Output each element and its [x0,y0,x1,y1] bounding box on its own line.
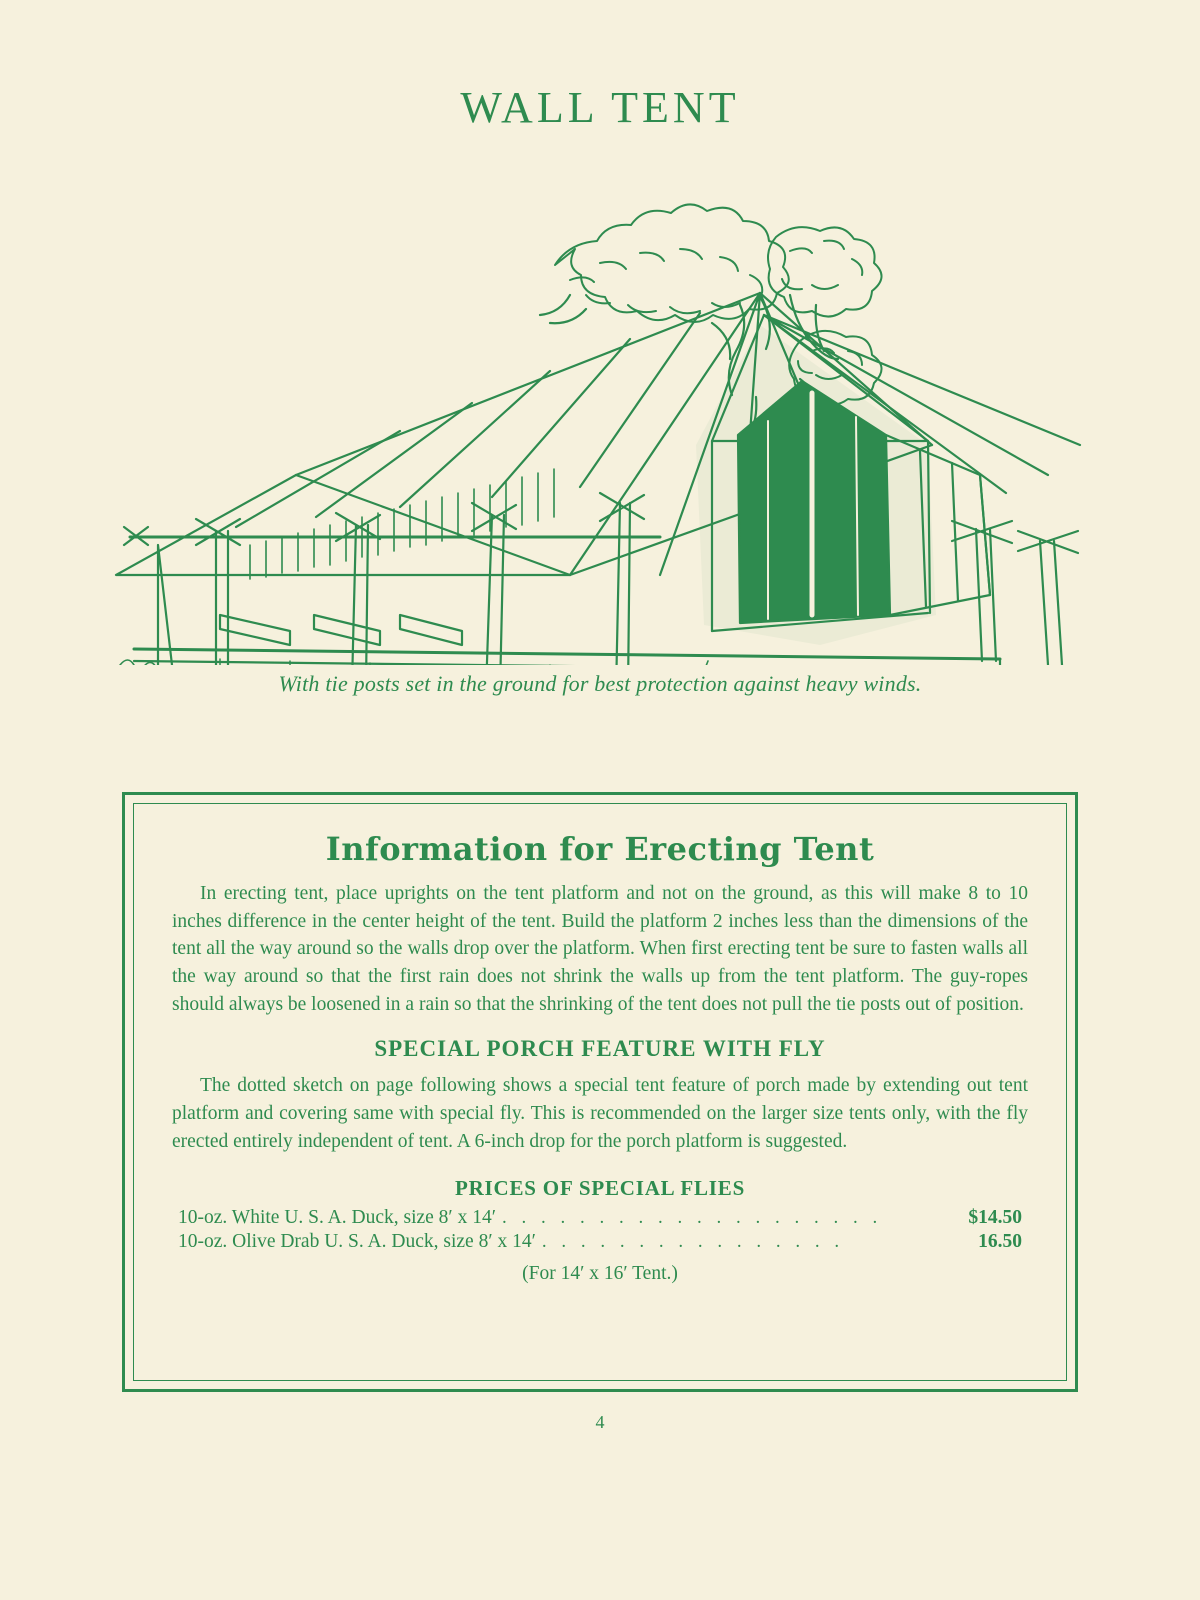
price-label: 10-oz. White U. S. A. Duck, size 8′ x 14′ [178,1206,496,1228]
price-value: 16.50 [978,1230,1022,1252]
wall-tent-illustration [100,145,1100,665]
price-row [172,1231,1028,1253]
price-note: (For 14′ x 16′ Tent.) [522,1262,678,1284]
price-value: $14.50 [968,1206,1022,1228]
price-leader-dots: . . . . . . . . . . . . . . . . . . . . [501,1206,883,1228]
information-box [122,792,1078,1392]
porch-feature-paragraph: The dotted sketch on page following shows a special tent feature of porch made by extending out tent platform and covering same with special fly. This is recommended on the larger size tents only, with the fly erected entirely independent of tent. A 6-inch drop for the porch platform is suggested. [172,1075,1028,1152]
price-label: 10-oz. Olive Drab U. S. A. Duck, size 8′ x 14′ [178,1230,536,1252]
wall-tent-drawing [100,145,1100,665]
prices-heading: PRICES OF SPECIAL FLIES [454,1175,746,1200]
page-number: 4 [595,1412,605,1432]
price-leader-dots: . . . . . . . . . . . . . . . . [541,1230,845,1252]
price-row [172,1207,1028,1229]
information-box-inner [133,803,1067,1381]
page-title: WALL TENT [460,83,740,132]
erecting-paragraph: In erecting tent, place uprights on the tent platform and not on the ground, as this will make 8 to 10 inches difference in the center height of the tent. Build the platform 2 inches less than the dimensions of the tent all the way around so the walls drop over the platform. When first erecting tent be sure to fasten walls all the way around so that the first rain does not shrink the walls up from the tent platform. The guy-ropes should always be loosened in a rain so that the shrinking of the tent does not pull the tie posts out of position. [172,883,1028,1015]
illustration-caption: With tie posts set in the ground for best protection against heavy winds. [278,671,922,696]
information-heading: Information for Erecting Tent [325,830,875,868]
porch-feature-subheading: SPECIAL PORCH FEATURE WITH FLY [374,1036,826,1062]
